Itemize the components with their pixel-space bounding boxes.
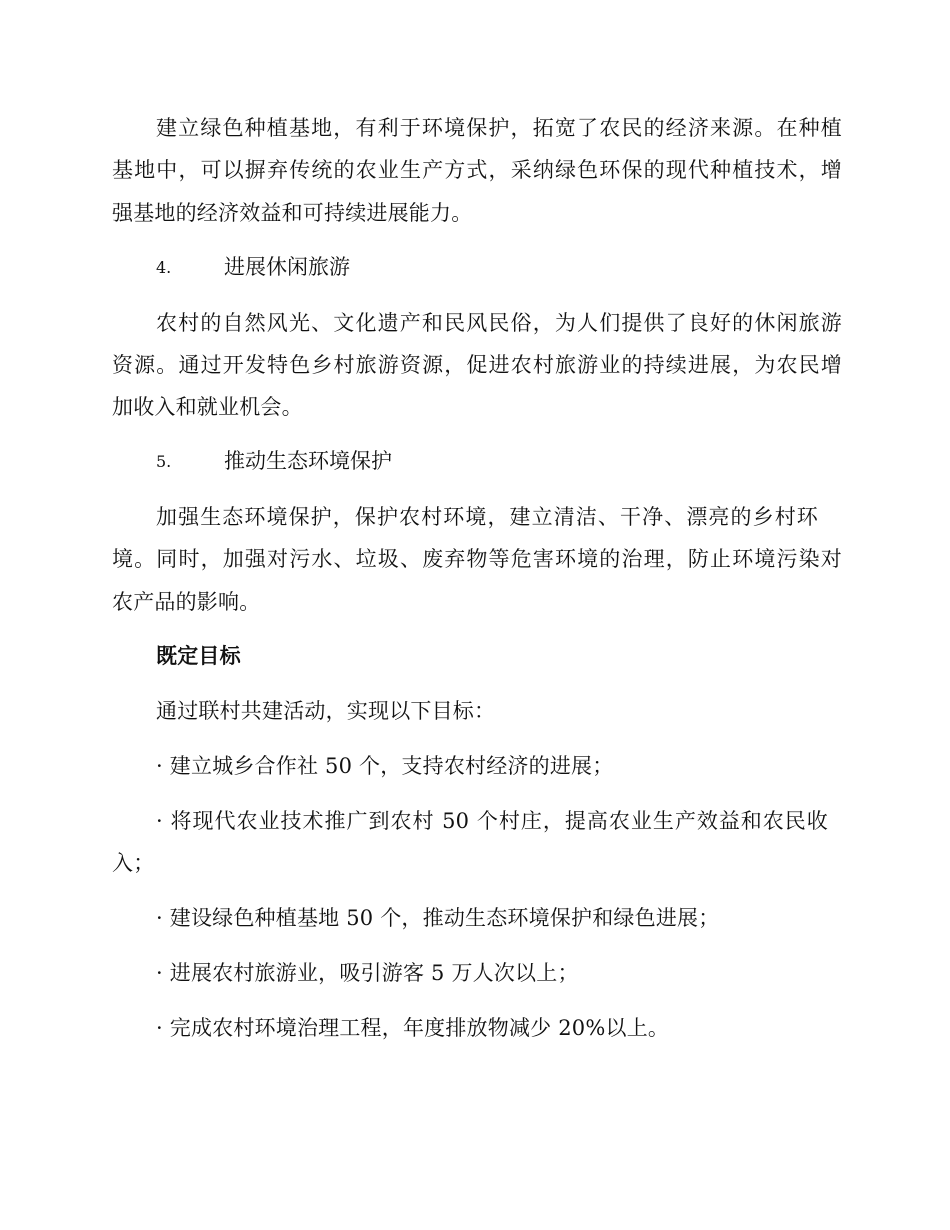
section-title: 推动生态环境保护	[224, 449, 392, 473]
goals-intro: 通过联村共建活动，实现以下目标：	[156, 699, 496, 723]
goal-bullet: · 建立城乡合作社 50 个，支持农村经济的进展；	[156, 754, 614, 778]
section-number: 4.	[156, 258, 172, 277]
paragraph-line: 加强生态环境保护，保护农村环境，建立清洁、干净、漂亮的乡村环	[156, 505, 818, 529]
paragraph-line: 农村的自然风光、文化遗产和民风民俗，为人们提供了良好的休闲旅游	[156, 311, 842, 335]
paragraph-line: 加收入和就业机会。	[112, 395, 303, 419]
goal-bullet: · 进展农村旅游业，吸引游客 5 万人次以上；	[156, 961, 579, 985]
paragraph-line: 农产品的影响。	[112, 590, 261, 614]
goal-bullet: · 将现代农业技术推广到农村 50 个村庄，提高农业生产效益和农民收	[156, 809, 828, 833]
section-title: 进展休闲旅游	[224, 255, 350, 279]
goal-bullet: · 建设绿色种植基地 50 个，推动生态环境保护和绿色进展；	[156, 906, 720, 930]
paragraph-line: 境。同时，加强对污水、垃圾、废弃物等危害环境的治理，防止环境污染对	[112, 547, 842, 571]
goal-bullet: · 完成农村环境治理工程，年度排放物减少 20%以上。	[156, 1016, 670, 1040]
paragraph-line: 强基地的经济效益和可持续进展能力。	[112, 201, 473, 225]
paragraph-line: 资源。通过开发特色乡村旅游资源，促进农村旅游业的持续进展，为农民增	[112, 353, 842, 377]
goal-bullet-continuation: 入；	[112, 851, 155, 875]
goals-heading: 既定目标	[156, 643, 241, 668]
section-number: 5.	[156, 452, 172, 471]
paragraph-line: 基地中，可以摒弃传统的农业生产方式，采纳绿色环保的现代种植技术，增	[112, 158, 842, 182]
paragraph-line: 建立绿色种植基地，有利于环境保护，拓宽了农民的经济来源。在种植	[156, 116, 842, 140]
